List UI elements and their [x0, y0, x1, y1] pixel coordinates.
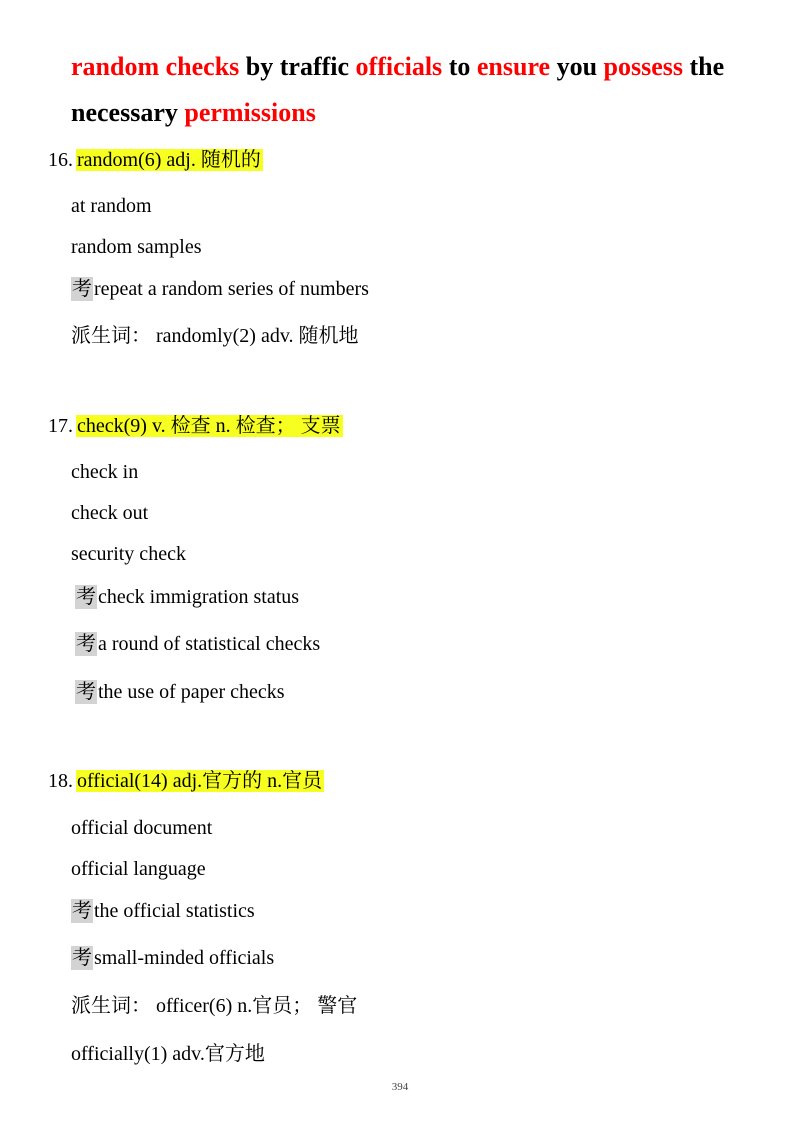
kao-badge: 考 — [72, 278, 92, 300]
exam-phrase-line — [71, 277, 369, 301]
exam-phrase-line — [75, 585, 299, 609]
sentence-part: ensure — [476, 52, 551, 81]
entry-heading — [48, 412, 343, 440]
kao-badge: 考 — [76, 586, 96, 608]
sentence-part: the necessary — [71, 52, 725, 127]
phrase-text: 派生词： officer(6) n.官员； 警官 — [71, 995, 358, 1017]
phrase-line — [71, 194, 152, 218]
phrase-text: security check — [71, 543, 186, 565]
phrase-text: random samples — [71, 236, 202, 258]
kao-badge: 考 — [72, 947, 92, 969]
sentence-part: permissions — [184, 98, 316, 127]
phrase-line — [71, 542, 186, 566]
entry-number: 18. — [48, 770, 73, 792]
kao-badge: 考 — [76, 681, 96, 703]
example-sentence — [71, 44, 761, 136]
phrase-text: officially(1) adv.官方地 — [71, 1043, 265, 1065]
page-number: 394 — [391, 1081, 409, 1093]
headword: check(9) v. 检查 n. 检查； 支票 — [77, 415, 341, 437]
entry-number: 17. — [48, 415, 73, 437]
derivative-line — [71, 994, 357, 1018]
entry-heading — [48, 767, 324, 795]
phrase-text: check immigration status — [98, 586, 300, 608]
kao-badge: 考 — [76, 633, 96, 655]
phrase-text: repeat a random series of numbers — [94, 278, 369, 300]
phrase-text: small-minded officials — [94, 947, 275, 969]
exam-phrase-line — [75, 632, 320, 656]
phrase-text: at random — [71, 195, 152, 217]
derivative-line — [71, 1042, 265, 1066]
phrase-text: check out — [71, 502, 149, 524]
phrase-line — [71, 235, 202, 259]
phrase-text: check in — [71, 461, 139, 483]
phrase-text: 派生词： randomly(2) adv. 随机地 — [71, 325, 359, 347]
sentence-part: by traffic — [239, 52, 356, 81]
phrase-line — [71, 857, 206, 881]
sentence-part: possess — [603, 52, 684, 81]
sentence-part: you — [550, 52, 604, 81]
sentence-part: officials — [355, 52, 443, 81]
phrase-text: official language — [71, 858, 206, 880]
exam-phrase-line — [71, 946, 274, 970]
sentence-part: random checks — [71, 52, 240, 81]
phrase-line — [71, 501, 148, 525]
phrase-text: a round of statistical checks — [98, 633, 321, 655]
sentence-part: to — [442, 52, 477, 81]
phrase-line — [71, 816, 212, 840]
phrase-text: official document — [71, 817, 213, 839]
entry-heading — [48, 146, 263, 174]
derivative-line — [71, 324, 359, 348]
exam-phrase-line — [71, 899, 255, 923]
headword: random(6) adj. 随机的 — [77, 149, 261, 171]
entry-number: 16. — [48, 149, 73, 171]
phrase-text: the use of paper checks — [98, 681, 285, 703]
headword: official(14) adj.官方的 n.官员 — [77, 770, 323, 792]
kao-badge: 考 — [72, 900, 92, 922]
phrase-line — [71, 460, 138, 484]
phrase-text: the official statistics — [94, 900, 255, 922]
exam-phrase-line — [75, 680, 285, 704]
